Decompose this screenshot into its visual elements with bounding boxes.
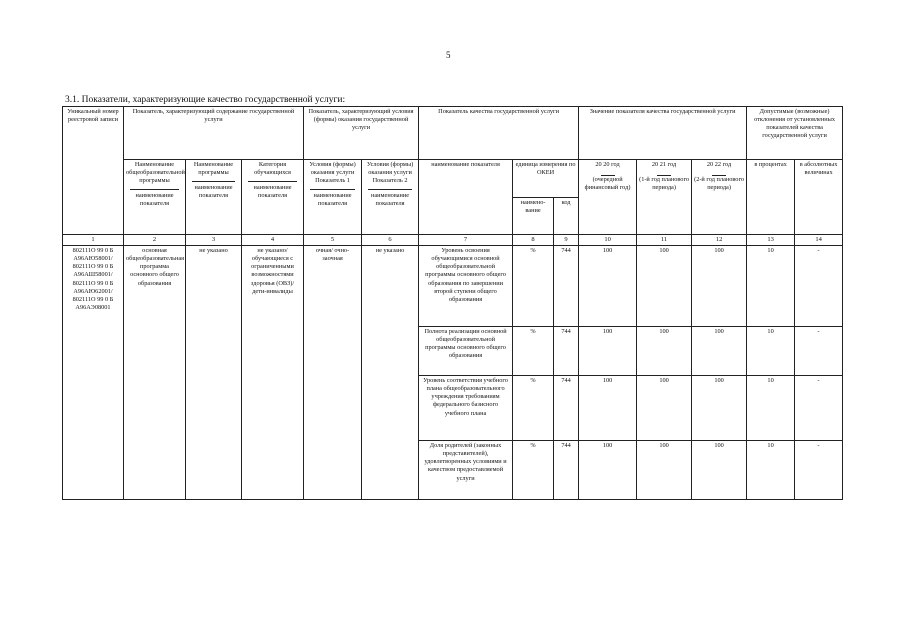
indicator-name: Уровень освоения обучающимися основной общеобразовательной программы основного общего образования по завершении второй ступени общего образования <box>419 246 513 327</box>
unit-code: 744 <box>554 327 579 376</box>
header-cond1: Условия (формы) оказания услуги Показатель 1 наименование показателя <box>304 160 362 235</box>
deviation-absolute: - <box>795 246 843 327</box>
value-year1: 100 <box>579 246 637 327</box>
deviation-absolute: - <box>795 376 843 441</box>
deviation-percent: 10 <box>747 441 795 500</box>
indicator-name: Уровень соответствия учебного плана общеобразовательного учреждения требованиям федерального базисного учебного плана <box>419 376 513 441</box>
col-number: 14 <box>795 235 843 246</box>
col-number: 12 <box>692 235 747 246</box>
header-year1: 20 20 год (очередной финансовый год) <box>579 160 637 235</box>
col-number: 7 <box>419 235 513 246</box>
record-form: очная/ очно-заочная <box>304 246 362 500</box>
unit-name: % <box>513 327 554 376</box>
value-year1: 100 <box>579 376 637 441</box>
value-year2: 100 <box>637 376 692 441</box>
header-dev-absolute: в абсолютных величинах <box>795 160 843 235</box>
header-indicator-name: наименование показателя <box>419 160 513 235</box>
deviation-percent: 10 <box>747 246 795 327</box>
col-number: 9 <box>554 235 579 246</box>
col-number: 5 <box>304 235 362 246</box>
deviation-absolute: - <box>795 327 843 376</box>
header-year2: 20 21 год (1-й год планового периода) <box>637 160 692 235</box>
record-cond2: не указано <box>362 246 419 500</box>
value-year2: 100 <box>637 327 692 376</box>
header-cond2: Условия (формы) оказания услуги Показатель 2 наименование показателя <box>362 160 419 235</box>
header-year3: 20 22 год (2-й год планового периода) <box>692 160 747 235</box>
col-number: 3 <box>186 235 242 246</box>
header-value-group: Значение показателя качества государственной услуги <box>579 107 747 160</box>
value-year3: 100 <box>692 246 747 327</box>
value-year3: 100 <box>692 376 747 441</box>
header-unit-name: наимено-вание <box>513 197 554 235</box>
col-number: 13 <box>747 235 795 246</box>
header-content2: Наименование программы наименование показателя <box>186 160 242 235</box>
value-year2: 100 <box>637 441 692 500</box>
col-number: 11 <box>637 235 692 246</box>
value-year3: 100 <box>692 441 747 500</box>
section-title: 3.1. Показатели, характеризующие качество государственной услуги: <box>65 95 346 105</box>
value-year3: 100 <box>692 327 747 376</box>
unit-name: % <box>513 441 554 500</box>
unit-code: 744 <box>554 376 579 441</box>
header-deviation-group: Допустимые (возможные) отклонения от установленных показателей качества государственной услуги <box>747 107 843 160</box>
unit-code: 744 <box>554 246 579 327</box>
page-number: 5 <box>446 50 451 60</box>
quality-indicators-table <box>62 106 843 500</box>
header-quality-group: Показатель качества государственной услуги <box>419 107 579 160</box>
deviation-percent: 10 <box>747 376 795 441</box>
header-content3: Категория обучающихся наименование показателя <box>242 160 304 235</box>
col-number: 10 <box>579 235 637 246</box>
col-number: 1 <box>63 235 124 246</box>
value-year1: 100 <box>579 441 637 500</box>
record-category: не указано/ обучающиеся с ограниченными возможностями здоровья (ОВЗ)/ дети-инвалиды <box>242 246 304 500</box>
col-number: 4 <box>242 235 304 246</box>
unit-code: 744 <box>554 441 579 500</box>
header-unit-okei: единица измерения по ОКЕИ <box>513 160 579 198</box>
indicator-name: Доля родителей (законных представителей), удовлетворенных условиями и качеством предоставляемой услуги <box>419 441 513 500</box>
table-row <box>63 246 843 327</box>
record-unique-number: 802111О 99 0 Б А96АЮ58001/ 802111О 99 0 Б А96АШ58001/ 802111О 99 0 Б А96АЮ62001/ 802111О 99 0 Б А96АЭ08001 <box>63 246 124 500</box>
header-unique-number: Уникальный номер реестровой записи <box>63 107 124 235</box>
header-content1: Наименование общеобразовательной программы наименование показателя <box>124 160 186 235</box>
record-program: основная общеобразовательная программа основного общего образования <box>124 246 186 500</box>
value-year1: 100 <box>579 327 637 376</box>
indicator-name: Полнота реализации основной общеобразовательной программы основного общего образования <box>419 327 513 376</box>
value-year2: 100 <box>637 246 692 327</box>
header-content-group: Показатель, характеризующий содержание государственной услуги <box>124 107 304 160</box>
unit-name: % <box>513 376 554 441</box>
col-number: 2 <box>124 235 186 246</box>
deviation-percent: 10 <box>747 327 795 376</box>
header-dev-percent: в процентах <box>747 160 795 235</box>
col-number: 8 <box>513 235 554 246</box>
column-numbers-row <box>63 235 843 246</box>
header-unit-code: код <box>554 197 579 235</box>
col-number: 6 <box>362 235 419 246</box>
unit-name: % <box>513 246 554 327</box>
header-conditions-group: Показатель, характеризующий условия (формы) оказания государственной услуги <box>304 107 419 160</box>
deviation-absolute: - <box>795 441 843 500</box>
record-program-name: не указано <box>186 246 242 500</box>
